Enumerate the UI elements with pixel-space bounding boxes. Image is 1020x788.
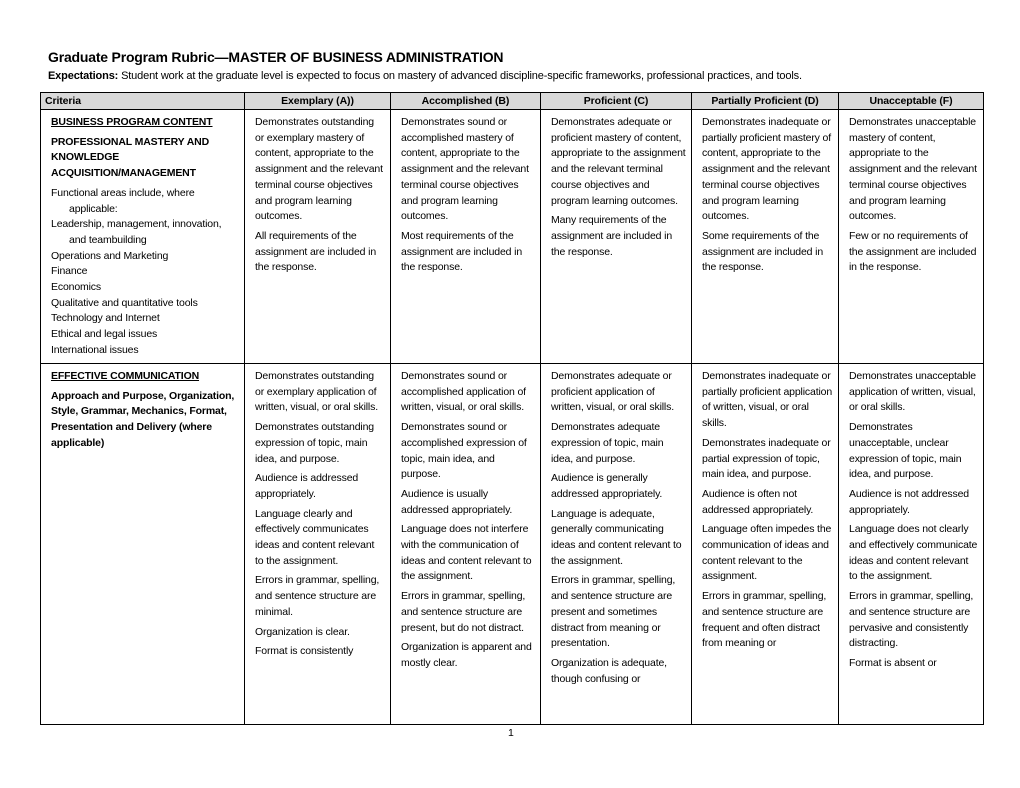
rating-descriptor: Demonstrates outstanding or exemplary application of written, visual, or oral skills. [255,370,378,414]
criteria-item: Finance [51,265,88,278]
rating-descriptor: Most requirements of the assignment are included in the response. [401,229,523,274]
rating-descriptor: Language is adequate, generally communicating ideas and content relevant to the assignment. [551,507,682,567]
rating-cell-accomplished [391,364,541,725]
rating-descriptor: Demonstrates adequate expression of topic, main idea, and purpose. [551,421,664,465]
rating-descriptor: All requirements of the assignment are included in the response. [255,229,377,274]
rubric-table [40,92,984,725]
rating-cell-exemplary [245,364,391,725]
criteria-cell [41,364,245,725]
rating-descriptor: Audience is often not addressed appropriately. [702,487,814,516]
criteria-item: International issues [51,343,139,356]
expectations [48,70,802,82]
rating-descriptor: Some requirements of the assignment are included in the response. [702,229,824,274]
rating-descriptor: Demonstrates adequate or proficient application of written, visual, or oral skills. [551,370,674,414]
rating-descriptor: Format is absent or [849,656,937,669]
header-exemplary: Exemplary (A)) [245,93,391,110]
page-number: 1 [508,727,514,739]
rating-descriptor: Format is consistently [255,645,354,658]
rating-descriptor: Errors in grammar, spelling, and sentence structure are present, but do not distract. [401,590,526,634]
rating-descriptor: Demonstrates inadequate or partially proficient mastery of content, appropriate to the assignment and the relevant terminal course objectives and program learning outcomes. [702,116,831,223]
rating-cell-proficient [541,110,692,364]
criteria-item: Economics [51,281,102,294]
rating-descriptor: Demonstrates adequate or proficient mastery of content, appropriate to the assignment and the relevant terminal course objectives and program learning outcomes. [551,116,686,207]
rating-descriptor: Demonstrates unacceptable mastery of content, appropriate to the assignment and the relevant terminal course objectives and program learning outcomes. [849,116,977,223]
rating-descriptor: Audience is not addressed appropriately. [849,487,969,516]
criteria-item: Operations and Marketing [51,249,169,262]
rating-descriptor: Demonstrates sound or accomplished mastery of content, appropriate to the assignment and the relevant terminal course objectives and program learning outcomes. [401,116,529,223]
rating-descriptor: Language clearly and effectively communicates ideas and content relevant to the assignment. [255,507,375,567]
criteria-item: Ethical and legal issues [51,328,158,341]
rating-descriptor: Organization is apparent and mostly clear. [401,641,532,669]
header-criteria: Criteria [41,93,245,110]
header-partially-proficient: Partially Proficient (D) [692,93,839,110]
rating-descriptor: Errors in grammar, spelling, and sentence structure are present and sometimes distract from meaning or presentation. [551,574,676,650]
rating-descriptor: Errors in grammar, spelling, and sentence structure are minimal. [255,574,380,618]
rating-descriptor: Demonstrates unacceptable application of written, visual, or oral skills. [849,370,976,414]
expectations-label: Expectations: [48,70,119,82]
rating-descriptor: Organization is clear. [255,625,350,638]
rating-descriptor: Demonstrates sound or accomplished expression of topic, main idea, and purpose. [401,421,527,481]
rating-cell-partially-proficient [692,364,839,725]
criteria-heading: EFFECTIVE COMMUNICATION [51,370,200,382]
rating-descriptor: Audience is generally addressed appropriately. [551,472,663,500]
table-row [41,364,984,725]
criteria-item: Technology and Internet [51,312,160,325]
rating-descriptor: Errors in grammar, spelling, and sentence structure are pervasive and consistently distracting. [849,590,974,650]
header-accomplished: Accomplished (B) [391,93,541,110]
rating-descriptor: Demonstrates unacceptable, unclear expression of topic, main idea, and purpose. [849,421,962,481]
rating-cell-proficient [541,364,692,725]
header-row [41,93,984,110]
criteria-subheading: PROFESSIONAL MASTERY AND KNOWLEDGE ACQUISITION/MANAGEMENT [51,135,210,180]
rating-descriptor: Audience is addressed appropriately. [255,472,359,500]
rating-cell-unacceptable [839,364,984,725]
expectations-text: Student work at the graduate level is expected to focus on mastery of advanced discipline-specific frameworks, professional practices, and tools. [118,70,802,82]
header-proficient: Proficient (C) [541,93,692,110]
rating-descriptor: Demonstrates inadequate or partially proficient application of written, visual, or oral skills. [702,370,833,430]
rating-descriptor: Demonstrates outstanding or exemplary mastery of content, appropriate to the assignment and the relevant terminal course objectives and program learning outcomes. [255,116,383,223]
criteria-item: Leadership, management, innovation, and teambuilding [51,218,222,246]
document-title: Graduate Program Rubric—MASTER OF BUSINESS ADMINISTRATION [48,49,504,65]
criteria-heading: BUSINESS PROGRAM CONTENT [51,116,213,128]
rating-cell-accomplished [391,110,541,364]
rating-descriptor: Errors in grammar, spelling, and sentence structure are frequent and often distract from meaning or [702,590,827,650]
header-unacceptable: Unacceptable (F) [839,93,984,110]
rating-descriptor: Few or no requirements of the assignment are included in the response. [849,229,977,274]
rating-descriptor: Audience is usually addressed appropriately. [401,487,513,516]
rating-descriptor: Demonstrates sound or accomplished application of written, visual, or oral skills. [401,370,526,414]
rating-descriptor: Demonstrates outstanding expression of topic, main idea, and purpose. [255,421,374,465]
rating-cell-exemplary [245,110,391,364]
table-row [41,110,984,364]
rating-descriptor: Demonstrates inadequate or partial expression of topic, main idea, and purpose. [702,436,831,481]
rating-descriptor: Organization is adequate, though confusing or [551,656,667,685]
rating-descriptor: Many requirements of the assignment are included in the response. [551,214,673,258]
rating-descriptor: Language does not interfere with the communication of ideas and content relevant to the assignment. [401,523,532,583]
criteria-item: Qualitative and quantitative tools [51,296,198,309]
criteria-item: Functional areas include, where applicable: [51,186,195,215]
rating-descriptor: Language does not clearly and effectively communicate ideas and content relevant to the assignment. [849,523,978,583]
rating-cell-unacceptable [839,110,984,364]
rating-descriptor: Language often impedes the communication of ideas and content relevant to the assignment. [702,523,832,583]
criteria-subheading: Approach and Purpose, Organization, Style, Grammar, Mechanics, Format, Presentation and Delivery (where applicable) [51,389,235,449]
rating-cell-partially-proficient [692,110,839,364]
criteria-cell [41,110,245,364]
